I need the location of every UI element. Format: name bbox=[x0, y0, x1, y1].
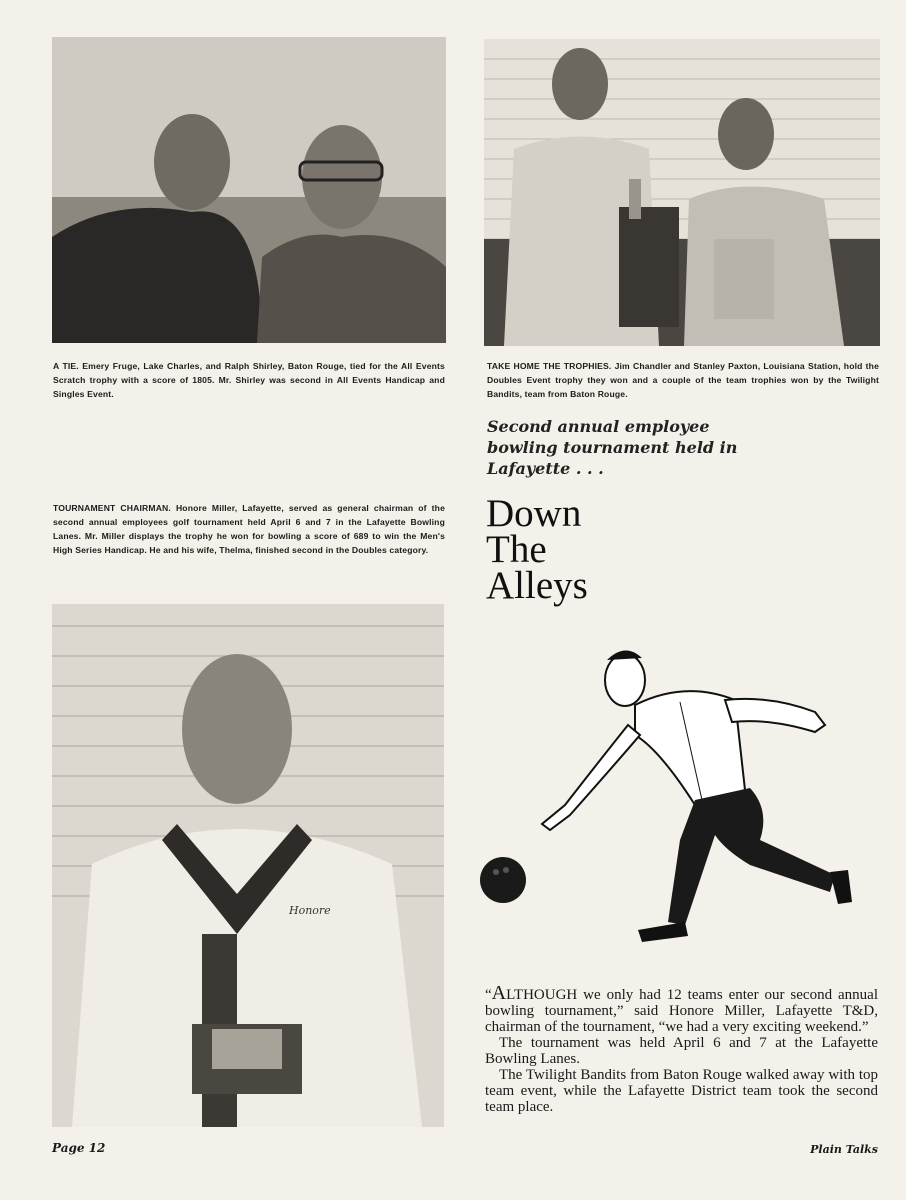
title-line-1: Down bbox=[486, 492, 582, 535]
caption-trophies-lead: TAKE HOME THE TROPHIES. bbox=[487, 361, 612, 371]
photo-chairman bbox=[52, 604, 444, 1127]
article-paragraph-3: The Twilight Bandits from Baton Rouge walked away with top team event, while the Lafayette District team took the second team place. bbox=[485, 1067, 878, 1115]
publication-name: Plain Talks bbox=[810, 1143, 878, 1156]
article-paragraph-1 bbox=[485, 982, 878, 1035]
caption-chairman-lead: TOURNAMENT CHAIRMAN. bbox=[53, 503, 171, 513]
caption-chairman-text: Honore Miller, Lafayette, served as general chairman of the second annual employees golf tournament held April 6 and 7 in the Lafayette Bowling Lanes. Mr. Miller displays the trophy he won for bowling a score of 689 to win the Men's High Series Handicap. He and his wife, Thelma, finished second in the Doubles category. bbox=[53, 503, 445, 555]
caption-chairman bbox=[53, 501, 445, 557]
caption-trophies-text: Jim Chandler and Stanley Paxton, Louisiana Station, hold the Doubles Event trophy they won and a couple of the team trophies won by the Twilight Bandits, team from Baton Rouge. bbox=[487, 361, 880, 399]
title-line-2: The bbox=[486, 528, 547, 571]
subhead-line-3: Lafayette . . . bbox=[487, 459, 604, 478]
photo-trophies bbox=[484, 39, 880, 346]
photo-tie bbox=[52, 37, 446, 343]
caption-tie-text: Emery Fruge, Lake Charles, and Ralph Shirley, Baton Rouge, tied for the All Events Scratch trophy with a score of 1805. Mr. Shirley was second in All Events Handicap and Singles Event. bbox=[53, 361, 445, 399]
man-with-trophy-photo-icon bbox=[52, 604, 444, 1127]
page-number: Page 12 bbox=[52, 1141, 106, 1155]
drop-cap: A bbox=[491, 982, 507, 1004]
caption-trophies bbox=[487, 359, 879, 401]
subhead-line-2: bowling tournament held in bbox=[487, 438, 738, 457]
paragraph-1-text: LTHOUGH we only had 12 teams enter our second annual bowling tournament,” said Honore Miller, Lafayette T&D, chairman of the tournament, “we had a very exciting weekend.” bbox=[485, 987, 878, 1035]
two-men-photo-icon bbox=[52, 37, 446, 343]
article-body bbox=[485, 982, 878, 1115]
opening-quote: “ bbox=[485, 987, 492, 1003]
article-paragraph-2: The tournament was held April 6 and 7 at the Lafayette Bowling Lanes. bbox=[485, 1035, 878, 1067]
title-line-3: Alleys bbox=[486, 564, 588, 607]
caption-tie-lead: A TIE. bbox=[53, 361, 79, 371]
article-title bbox=[486, 492, 588, 607]
two-men-trophies-photo-icon bbox=[484, 39, 880, 346]
bowler-illustration-icon bbox=[470, 640, 880, 960]
subhead-line-1: Second annual employee bbox=[487, 417, 710, 436]
shirt-name-text: Honore bbox=[289, 904, 331, 917]
caption-tie bbox=[53, 359, 445, 401]
article-subhead bbox=[487, 416, 767, 479]
